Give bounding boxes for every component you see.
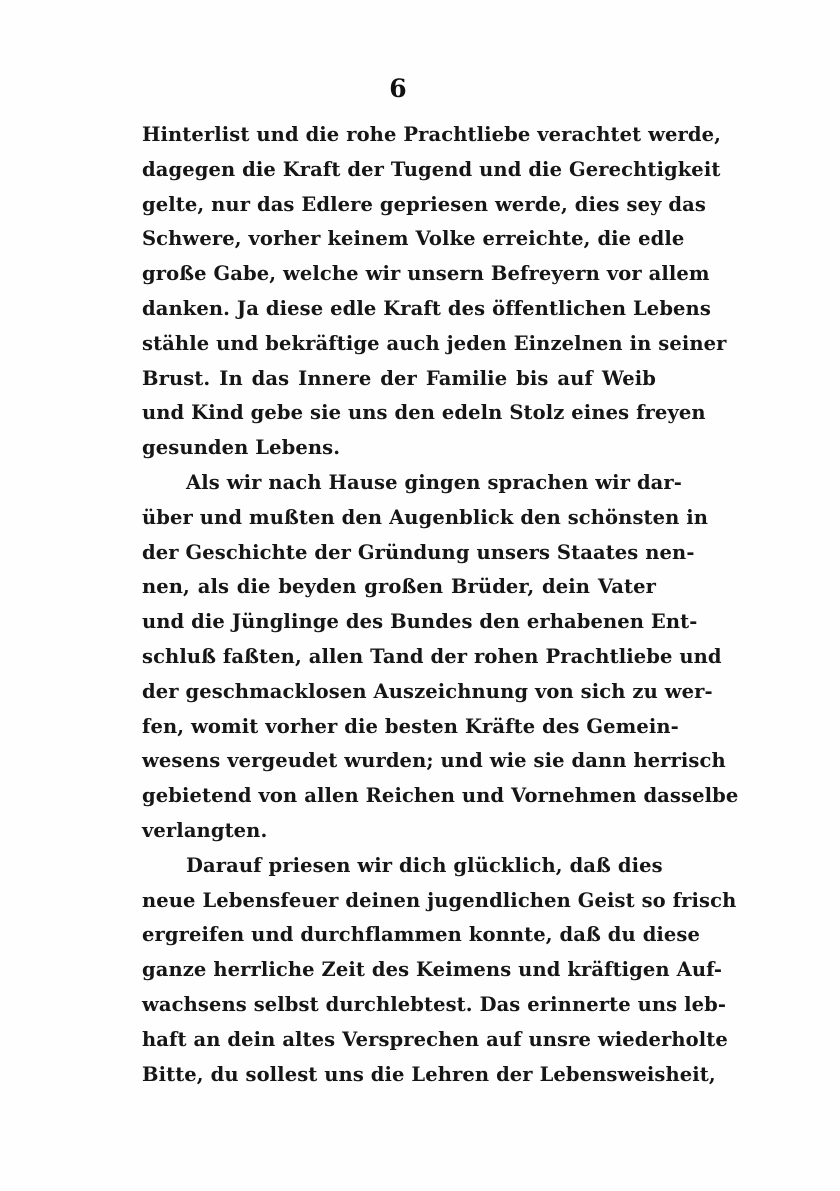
text-line: stähle und bekräftige auch jeden Einzelnen in seiner bbox=[142, 331, 727, 355]
text-line: ganze herrliche Zeit des Keimens und kräftigen Auf- bbox=[142, 958, 723, 982]
text-line: und Kind gebe sie uns den edeln Stolz eines freyen bbox=[142, 401, 706, 425]
text-line: gebietend von allen Reichen und Vornehmen dasselbe bbox=[142, 784, 739, 808]
page-number: 6 bbox=[389, 74, 407, 103]
text-line: dagegen die Kraft der Tugend und die Gerechtigkeit bbox=[142, 157, 721, 181]
text-line: große Gabe, welche wir unsern Befreyern vor allem bbox=[142, 262, 710, 286]
text-line: Hinterlist und die rohe Prachtliebe verachtet werde, bbox=[142, 123, 722, 146]
text-line: Darauf priesen wir dich glücklich, daß dies bbox=[186, 853, 663, 877]
text-line: neue Lebensfeuer deinen jugendlichen Geist so frisch bbox=[142, 888, 737, 912]
text-line: ergreifen und durchflammen konnte, daß du diese bbox=[142, 923, 701, 947]
text-line: danken. Ja diese edle Kraft des öffentlichen Lebens bbox=[142, 296, 711, 320]
text-line: Als wir nach Hause gingen sprachen wir dar- bbox=[186, 470, 682, 494]
body-text bbox=[142, 118, 739, 1092]
text-line: und die Jünglinge des Bundes den erhabenen Ent- bbox=[142, 610, 698, 634]
text-line: gesunden Lebens. bbox=[142, 436, 341, 460]
text-line: fen, womit vorher die besten Kräfte des Gemein- bbox=[142, 714, 679, 738]
text-line: wesens vergeudet wurden; und wie sie dann herrisch bbox=[142, 749, 726, 773]
text-line: Bitte, du sollest uns die Lehren der Lebensweisheit, bbox=[142, 1062, 716, 1086]
text-line: über und mußten den Augenblick den schönsten in bbox=[142, 505, 709, 529]
text-line: wachsens selbst durchlebtest. Das erinnerte uns leb- bbox=[142, 992, 727, 1016]
text-line: gelte, nur das Edlere gepriesen werde, dies sey das bbox=[142, 192, 706, 216]
text-line: der Geschichte der Gründung unsers Staates nen- bbox=[142, 540, 695, 564]
text-line: haft an dein altes Versprechen auf unsre wiederholte bbox=[142, 1027, 728, 1051]
text-line: der geschmacklosen Auszeichnung von sich zu wer- bbox=[142, 679, 713, 703]
text-line: Brust. In das Innere der Familie bis auf Weib bbox=[142, 366, 656, 390]
text-line: Schwere, vorher keinem Volke erreichte, die edle bbox=[142, 227, 685, 251]
text-line: verlangten. bbox=[142, 818, 268, 842]
text-line: nen, als die beyden großen Brüder, dein Vater bbox=[142, 575, 656, 599]
text-line: schluß faßten, allen Tand der rohen Prachtliebe und bbox=[142, 644, 722, 668]
